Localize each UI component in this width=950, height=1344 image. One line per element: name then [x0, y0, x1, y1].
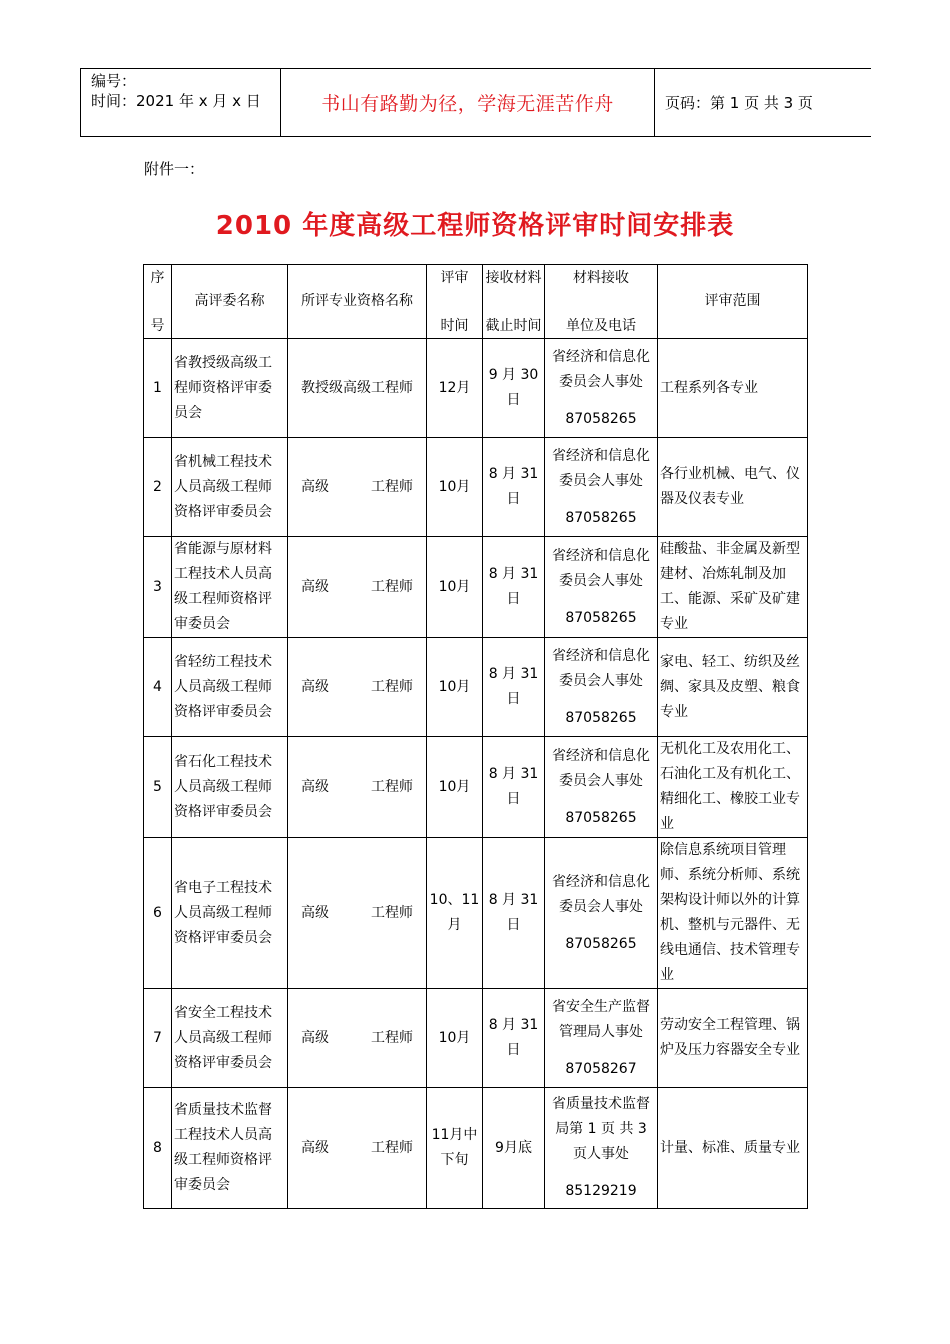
table-header-row — [144, 265, 808, 339]
row-number: 6 — [144, 838, 172, 989]
qualification-name — [288, 438, 427, 537]
receiving-unit-name: 省经济和信息化委员会人事处 — [552, 873, 650, 915]
qualification-level: 高级 — [301, 1029, 329, 1046]
receiving-unit — [545, 1088, 658, 1209]
material-deadline: 8 月 31 日 — [483, 989, 545, 1088]
row-number: 3 — [144, 537, 172, 638]
qualification-name — [288, 1088, 427, 1209]
review-time: 11月中下旬 — [427, 1088, 483, 1209]
receiving-unit-phone: 87058265 — [565, 609, 637, 626]
review-scope: 各行业机械、电气、仪器及仪表专业 — [658, 438, 808, 537]
review-time: 10、11月 — [427, 838, 483, 989]
qualification-level: 教授级高级工程师 — [301, 379, 413, 396]
header-receiver: 材料接收 单位及电话 — [545, 265, 658, 339]
receiving-unit — [545, 989, 658, 1088]
row-number: 4 — [144, 638, 172, 737]
review-time: 12月 — [427, 339, 483, 438]
review-time: 10月 — [427, 737, 483, 838]
review-scope: 家电、轻工、纺织及丝绸、家具及皮塑、粮食专业 — [658, 638, 808, 737]
qualification-name — [288, 737, 427, 838]
qualification-title: 工程师 — [371, 904, 413, 921]
receiving-unit-name: 省经济和信息化委员会人事处 — [552, 348, 650, 390]
header-deadline: 接收材料 截止时间 — [483, 265, 545, 339]
review-scope: 硅酸盐、非金属及新型建材、冶炼轧制及加工、能源、采矿及矿建专业 — [658, 537, 808, 638]
receiving-unit-name: 省经济和信息化委员会人事处 — [552, 447, 650, 489]
header-scope: 评审范围 — [658, 265, 808, 339]
qualification-name — [288, 838, 427, 989]
table-row — [144, 638, 808, 737]
review-scope: 计量、标准、质量专业 — [658, 1088, 808, 1209]
qualification-title: 工程师 — [371, 578, 413, 595]
attachment-label: 附件一： — [144, 160, 205, 178]
review-time: 10月 — [427, 537, 483, 638]
committee-name: 省机械工程技术人员高级工程师资格评审委员会 — [172, 438, 288, 537]
table-row — [144, 339, 808, 438]
committee-name: 省轻纺工程技术人员高级工程师资格评审委员会 — [172, 638, 288, 737]
receiving-unit — [545, 537, 658, 638]
committee-name: 省教授级高级工程师资格评审委员会 — [172, 339, 288, 438]
header-motto: 书山有路勤为径，学海无涯苦作舟 — [281, 69, 655, 136]
receiving-unit — [545, 638, 658, 737]
receiving-unit-name: 省安全生产监督管理局人事处 — [552, 998, 650, 1040]
material-deadline: 8 月 31 日 — [483, 838, 545, 989]
receiving-unit — [545, 737, 658, 838]
committee-name: 省电子工程技术人员高级工程师资格评审委员会 — [172, 838, 288, 989]
qualification-level: 高级 — [301, 904, 329, 921]
table-row — [144, 838, 808, 989]
review-time: 10月 — [427, 989, 483, 1088]
qualification-level: 高级 — [301, 678, 329, 695]
qualification-title: 工程师 — [371, 478, 413, 495]
receiving-unit — [545, 838, 658, 989]
committee-name: 省石化工程技术人员高级工程师资格评审委员会 — [172, 737, 288, 838]
table-row — [144, 537, 808, 638]
header-meta — [81, 69, 281, 136]
document-header — [80, 68, 871, 137]
qualification-title: 工程师 — [371, 678, 413, 695]
receiving-unit-name: 省经济和信息化委员会人事处 — [552, 747, 650, 789]
document-number-label: 编号： — [91, 72, 137, 90]
qualification-name — [288, 638, 427, 737]
header-review-time: 评审 时间 — [427, 265, 483, 339]
qualification-name — [288, 339, 427, 438]
review-scope: 除信息系统项目管理师、系统分析师、系统架构设计师以外的计算机、整机与元器件、无线电通信、技术管理专业 — [658, 838, 808, 989]
review-scope: 工程系列各专业 — [658, 339, 808, 438]
row-number: 1 — [144, 339, 172, 438]
committee-name: 省能源与原材料工程技术人员高级工程师资格评审委员会 — [172, 537, 288, 638]
material-deadline: 8 月 31 日 — [483, 737, 545, 838]
receiving-unit-name: 省质量技术监督局第 1 页 共 3 页人事处 — [552, 1096, 650, 1162]
header-committee: 高评委名称 — [172, 265, 288, 339]
table-row — [144, 989, 808, 1088]
qualification-name — [288, 537, 427, 638]
page-title: 2010 年度高级工程师资格评审时间安排表 — [215, 211, 735, 241]
receiving-unit-phone: 87058265 — [565, 809, 637, 826]
table-row — [144, 438, 808, 537]
review-scope: 劳动安全工程管理、锅炉及压力容器安全专业 — [658, 989, 808, 1088]
receiving-unit-phone: 87058265 — [565, 410, 637, 427]
receiving-unit-phone: 87058265 — [565, 509, 637, 526]
header-no: 序 号 — [144, 265, 172, 339]
material-deadline: 9月底 — [483, 1088, 545, 1209]
material-deadline: 8 月 31 日 — [483, 638, 545, 737]
committee-name: 省安全工程技术人员高级工程师资格评审委员会 — [172, 989, 288, 1088]
receiving-unit-phone: 87058267 — [565, 1060, 637, 1077]
qualification-level: 高级 — [301, 778, 329, 795]
qualification-level: 高级 — [301, 1139, 329, 1156]
header-qualification: 所评专业资格名称 — [288, 265, 427, 339]
material-deadline: 9 月 30 日 — [483, 339, 545, 438]
committee-name: 省质量技术监督工程技术人员高级工程师资格评审委员会 — [172, 1088, 288, 1209]
qualification-level: 高级 — [301, 578, 329, 595]
row-number: 5 — [144, 737, 172, 838]
receiving-unit-name: 省经济和信息化委员会人事处 — [552, 547, 650, 589]
receiving-unit-phone: 85129219 — [565, 1183, 637, 1199]
table-row — [144, 1088, 808, 1209]
qualification-title: 工程师 — [371, 778, 413, 795]
material-deadline: 8 月 31 日 — [483, 537, 545, 638]
receiving-unit-phone: 87058265 — [565, 709, 637, 726]
schedule-table — [143, 264, 808, 1209]
review-time: 10月 — [427, 638, 483, 737]
review-scope: 无机化工及农用化工、石油化工及有机化工、精细化工、橡胶工业专业 — [658, 737, 808, 838]
qualification-title: 工程师 — [371, 1029, 413, 1046]
receiving-unit-phone: 87058265 — [565, 935, 637, 952]
qualification-name — [288, 989, 427, 1088]
review-time: 10月 — [427, 438, 483, 537]
row-number: 2 — [144, 438, 172, 537]
receiving-unit-name: 省经济和信息化委员会人事处 — [552, 647, 650, 689]
row-number: 7 — [144, 989, 172, 1088]
qualification-level: 高级 — [301, 478, 329, 495]
receiving-unit — [545, 339, 658, 438]
table-row — [144, 737, 808, 838]
row-number: 8 — [144, 1088, 172, 1209]
receiving-unit — [545, 438, 658, 537]
qualification-title: 工程师 — [371, 1139, 413, 1156]
header-page-info: 页码：第 1 页 共 3 页 — [665, 94, 813, 112]
material-deadline: 8 月 31 日 — [483, 438, 545, 537]
document-time-label: 时间：2021 年 x 月 x 日 — [91, 92, 261, 110]
